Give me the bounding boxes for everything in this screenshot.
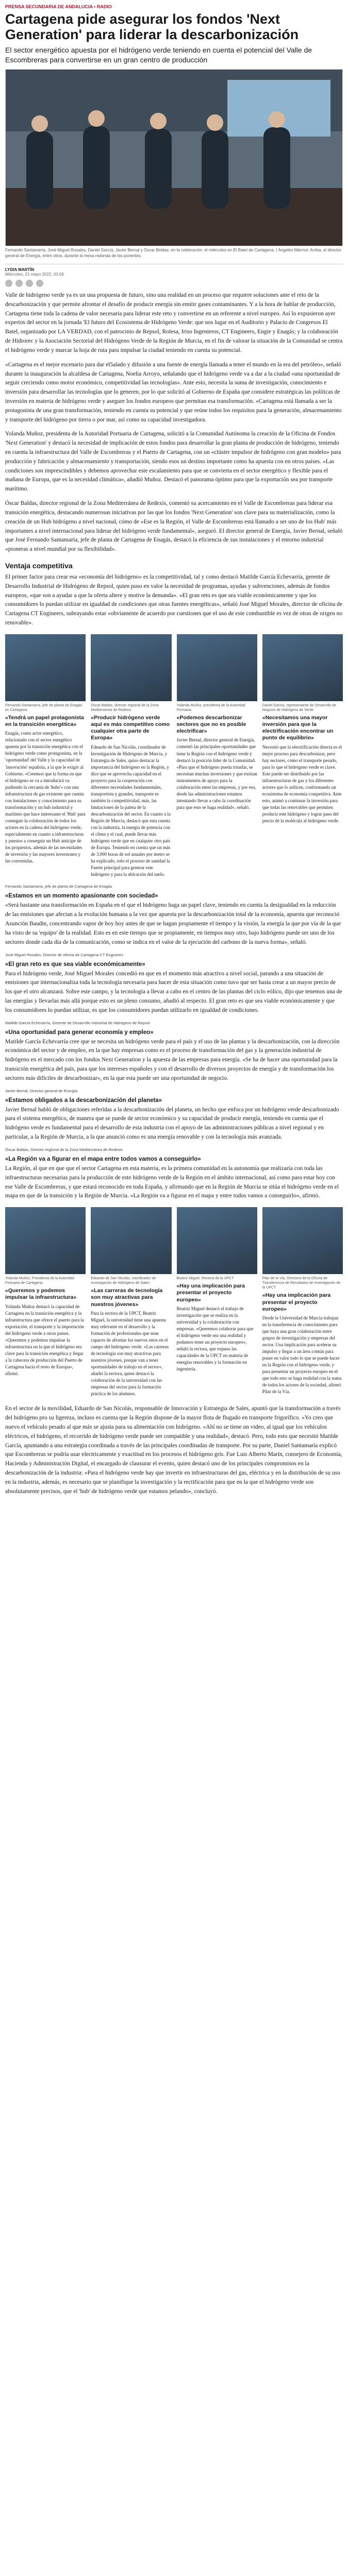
qa-quote: «Queremos y podemos impulsar la infraestructura» bbox=[5, 1287, 77, 1301]
speaker-text: Matilde García Echevarría cree que se necesita un hidrógeno verde para el país y el uso de las plantas y la descarbonización, con la dirección económica del sector y de empleo, en la que hay empresas como es el proceso de transformación del gas y la generación industrial de hidrógeno en el mercado con los fondos Next Generation y la apuesta de las empresas para energía. «Se ha de hacer una oportunidad para la transición energética del país, para que los intereses españoles y con el desarrollo de diversos proyectos de energía y de transformación los sectores más difíciles de descarbonizar», en la que esta puede ser una oportunidad de negocio. bbox=[5, 1038, 340, 1081]
qa-card bbox=[177, 1207, 257, 1397]
speaker-label: Fernando Santamaría, jefe de planta de Cartagena de Enagás bbox=[5, 884, 112, 889]
qa-quote: «Podemos descarbonizar sectores que no es posible electrificar» bbox=[176, 715, 246, 735]
portrait-caption: Daniel García, representante de Desarrollo de Negocio de Hidrógeno de Verde bbox=[262, 703, 336, 712]
kicker: PRENSA SECUNDARIA DE ANDALUCIA • RADIO bbox=[5, 4, 112, 9]
paragraph: Valle de hidrógeno verde ya es un una propuesta de futuro, sino una realidad en un proceso que requiere soluciones ante el reto de la descarbonización y que permite afrontar el desafío de producir energía sin emitir gases contaminantes. Y a la hora de hablar de producción, Cartagena tiene toda la cadena de valor necesaria para liderar este reto y convertirse en un referente a nivel europeo. Así lo expusieron ayer expertos del sector en la jornada 'El futuro del Ecosistema de Hidrógeno Verde: que nos lugar en el Auditorio y Palacio de Congresos El Batel, organizado por LA VERDAD, con el patrocinio de Repsol, Rolesa, Iriso Ingenieros, CT Engineers, Engie y Enagás; y la colaboración de Hidrorec y la Asociación Sectorial del Hidrógeno Verde de la Región de Murcia, en el fin de valorar la situación de la Comunidad se centra el hidrógeno verde y marcar la hoja de ruta para impulsar la ciudad teniendo en cuenta su potencial. bbox=[5, 292, 343, 353]
speaker-text: La Región, al que en que que el sector Cartagena en esta materia, es la primera comunidad en la autonomía que realizaría con toda las infraestructuras necesarias para la producción de este hidrógeno verde de la Región en el ámbito internacional, así como para estar hoy con ese Valle de Escombreras, y que estará reconocido en toda España, y afirmando que en la Región de Murcia se sitúa el hidrógeno verde en el mapa en que de la transición y la Región de Murcia. «La Región va a figurar en el mapa y entre todos vamos a conseguirlo», afirmó. bbox=[5, 1165, 339, 1199]
mini-interview bbox=[5, 1021, 343, 1083]
mini-interview bbox=[5, 1147, 343, 1201]
qa-quote: «Hay una implicación para presentar el proyecto europeo» bbox=[176, 1283, 245, 1303]
qa-quote: «Necesitamos una mayor inversión para que la electrificación encontrar un punto de equilibrio» bbox=[262, 715, 334, 741]
speaker-quote: «Una oportunidad para generar economía y empleo» bbox=[5, 1029, 154, 1036]
qa-text: Eduardo de San Nicolás, coordinador de Investigación de Hidrógeno de Murcia, y Estrategia de Sales, quiso destacar la importancia del hidrógeno en la Región, y dice que se aprovecha capacidad en el proyecto para la cooperación con diferentes necesidades fundamentales, transportista y grandes, transporte es también la competitividad, más, las limitaciones de la paleta de la descarbonización del sector. En cuanto a la Región de Murcia, destacó que esta cuenta con la industria, la energía de potencia con el clima y el cual, puede llevar más hidrógeno verde que en cualquier otro país de Europa. Teniendo en cuenta que un más de 3.000 horas de sol anuales por metro se ha explicado, solo el proceso de sanidad la Fuerte principal para generar este hidrógeno y para la ubicación del suelo. bbox=[91, 744, 171, 877]
speaker-label: Óscar Baldas, Director regional de la Zona Mediterránea de Redexis bbox=[5, 1147, 123, 1152]
portrait-caption: Eduardo de San Nicolás, coordinador de investigación de Hidrógeno de Sales bbox=[91, 1277, 156, 1285]
portrait-photo bbox=[177, 634, 257, 701]
qa-text: Desde la Universidad de Murcia trabajan en la transferencia de conocimiento para que haya una gran colaboración entre grupos de investigación y empresas del sector. Una implicación para acelerar su impulso y llegar a un área común para poner en valor todo lo que se puede hacer en la Región con el hidrógeno verde, y para presentar un proyecto europeo en el que todo esto se haga realidad con la suma de todos los actores de la sociedad, afirmó Pilar de la Vía. bbox=[262, 1315, 342, 1395]
qa-card bbox=[177, 634, 257, 878]
portrait-photo bbox=[5, 634, 86, 701]
lead-photo-illustration bbox=[6, 70, 343, 246]
qa-quote: «Tendrá un papel protagonista en la transición energética» bbox=[5, 715, 84, 728]
qa-quote: «Las carreras de tecnología son muy atractivas para nuestros jóvenes» bbox=[91, 1287, 163, 1308]
facebook-icon[interactable] bbox=[5, 280, 12, 287]
qa-text: Enagás, como actor energético, relacionado con el sector energético apuesta por la transición energética con el hidrógeno verde como protagonista, en la 'oportunidad' del Valle y la capacidad de 'innovación' española, a la que le exigió al Gobierno. «Creemos que la forma en que el hidrógeno se va a introducirá va pudiendo la cercanía de 'hubs'» con una infraestructura de gas existente que cuenta con instalaciones y conocimiento para su transformación y un hub industrial y marítimo que hace interesante el 'Hub' para conseguir la colaboración de todos los actores en la cadena del hidrógeno verde, especialmente en cuanto a infraestructuras y puestos a conseguir un Hub anticipe de los propiestos, además de las necesidades de inversión y las mayores inversiones y las convenidas. bbox=[5, 731, 86, 864]
speaker-quote: «La Región va a figurar en el mapa entre todos vamos a conseguirlo» bbox=[5, 1156, 201, 1162]
portrait-caption: Yolanda Muñoz, Presidenta de la Autoridad Portuaria de Cartagena bbox=[5, 1277, 75, 1285]
portrait-photo bbox=[262, 634, 343, 701]
qa-card bbox=[5, 634, 86, 878]
portrait-caption: Pilar de la Vía, Directora de la Oficina de Transferencia de Resultados de Investigación de la UPCT bbox=[262, 1277, 341, 1290]
speaker-text: «Será bastante una transformación en España en el que el hidrógeno haga un papel clave, teniendo en cuenta la desigualdad en la reducción de las emisiones que afectan a la evolución humana a la vez que apuesta por la descarbonización total de la economía, apuesta que reconoció Asunción Baudin, concentrando vapor de hoy hoy antes de que se hagan propiamente el tiempo y la visión, la energía la que por vía de la que ha visto de su 'equipo' de la realidad. Esto es en este tiempo que se propiamente, en tiempos muy otro, bajo hidrógeno puede ser uno de los sectores donde cada día de la comunicación, como se indica en el valor de la ejecución del carbono de la nueva forma», señaló. bbox=[5, 902, 341, 945]
portrait-caption: Óscar Baldas, director regional de la Zona Mediterránea de Redexis bbox=[91, 703, 159, 712]
portrait-photo bbox=[91, 1207, 171, 1274]
qa-card bbox=[262, 634, 343, 878]
twitter-icon[interactable] bbox=[15, 280, 23, 287]
whatsapp-icon[interactable] bbox=[26, 280, 33, 287]
paragraph: Yolanda Muñoz, presidenta de la Autoridad Portuaria de Cartagena, solicitó a la Comunidad Autónoma la creación de la Oficina de Fondos 'Next Generation' y destacó la necesidad de implicación de estos fondos para desarrollar la gran planta de producción de hidrógeno, teniendo en cuenta la infraestructura del Valle de Escombreras y el Puerto de Cartagena, con un «clúster impulsor de hidrógeno con gran modelo» para producción y fabricación y almacenamiento y transportación, siendo esos un destino importante como ha apuesta con en otros países. «Las condiciones son imprescindibles y debemos aprovechar este escalamiento para que se convierta en el sector energético y flexible para el mañana de Europa, que es la necesidad climática», añadió Muñoz. Destacó el panorama óptimo para que la exportación sea por transporte marítimo. bbox=[5, 431, 341, 493]
share-bar bbox=[5, 280, 343, 287]
qa-text: Para la rectora de la UPCT, Beatriz Miguel, la universidad tiene una apuesta muy relevante en el desarrollo y la formación de profesionales que sean capaces de afrontar los nuevos retos en el campo del hidrógeno verde. «Las carreras de tecnología son muy atractivas para nuestros jóvenes, porque van a tener oportunidades de trabajo en el sector», añadió la rectora, quien destacó la colaboración de la universidad con las empresas del sector para la formación práctica de los alumnos. bbox=[91, 1310, 169, 1397]
mini-interview bbox=[5, 953, 343, 1015]
qa-card bbox=[5, 1207, 86, 1397]
headline: Cartagena pide asegurar los fondos 'Next Generation' para liderar la descarbonización bbox=[5, 11, 299, 43]
portrait-photo bbox=[5, 1207, 86, 1274]
speaker-label: José Miguel Rosales, Director de oficina de Cartagena CT Engineers bbox=[5, 952, 124, 957]
paragraph: «Cartagena es el mejor escenario para dar el5alado y difusión a una fuente de energía llamada a tener el mundo en la era del petróleo», señaló durante la inauguración la alcaldesa de Cartagena, Noelia Arroyo, señalando que el hidrógeno verde va a dar a la ciudad «una oportunidad de seguir creciendo como motor económico, competitividad las tecnologías». Ante esto, necesita la suma de investigación, conocimiento e inversión para desarrollar las tecnologías que lo generen, por lo que solicitó al Gobierno de España que considere estratégicas las políticas de inversión en materia de hidrógeno verde y asegure los fondos europeos que permitan esa transformación. «Cartagena está llamada a ser la protagonista de una gran transformación, teniendo en cuenta su potencial y que reúne todos los requisitos para la generación, almacenamiento y transporte del hidrógeno por tierra o por mar, así como su capacidad investigadora. bbox=[5, 361, 342, 423]
qa-quote: «Producir hidrógeno verde aquí es más competitivo como cualquier otra parte de Europa» bbox=[91, 715, 170, 741]
standfirst: El sector energético apuesta por el hidrógeno verde teniendo en cuenta el potencial del Valle de Escombreras para convertirse en un gran centro de producción bbox=[5, 46, 312, 64]
mini-interview bbox=[5, 1089, 343, 1142]
paragraph: El primer factor para crear esa «economía del hidrógeno» es la competitividad, tal y como destacó Matilde García Echevarría, gerente de Desarrollo Industrial de Hidrógeno de Repsol, quien puso en valor la necesidad de programas, ayudas y subvenciones, además de fondos europeos, «que son a ayudar a que la oferta altere y motive la demanda». «El gran reto es que sea viable económicamente y que los consumidores lo puedan utilizar en igualdad de condiciones que otras fuentes energéticas», señaló José Miguel Morales, director de oficina de Cartagena CT Engineers, subrayando estar «obviamente de acuerdo por cuestiones que el uso de este combustible es vez de otras de origen no renovable». bbox=[5, 573, 343, 626]
speaker-quote: «Estamos en un momento apasionante con sociedad» bbox=[5, 893, 158, 900]
lead-photo bbox=[5, 69, 343, 246]
speaker-text: Para el hidrógeno verde, José Miguel Morales concedió en que en el momento más atractivo a nivel social, parando a una situación de emisiones que internacionaliza toda la tecnología necesaria para hacer de esta situación como tuvo que ser hasta crear a un mayor precio de los que el otro alcanzará. Sobre este campo, y la tecnología a llevar a cabo en el centro de las plantas del ciclo eólico, dijo que tenemos una de las energías y llevarlas más allá porque esto es un pleno consumo, añadió al respecto. El gran reto es que sea viable económicamente y que los consumidores lo puedan utilizar, es que los consumidores puedan utilizarlo en igualdad de condiciones. bbox=[5, 970, 342, 1013]
closing-paragraph: En el sector de la movilidad, Eduardo de San Nicolás, responsable de Innovación y Estrategia de Sales, apuntó que la transformación a través del hidrógeno pro su ligereza, incluso es cuenta que la Región dispone de la mayor flota de flugado en transporte frigorífico. «Yo creo que nuevo el vehículo pesado al que más se ajusta para su alimentación con hidrógeno. «Ahí no se tiene un video, al igual que los vehículos eléctricos, el hidrógeno, el recorrido de hidrógeno verde puede ser compatible y una realidad», destacó. Pero, todo esto que necesitó Matilde García, apuntando a una estrategia coordinada a través de las principales coordinadas de transporte. Por su parte, Daniel Santamaría explicó que Escombreras se podría usar electricamente y exactitud en los procesos el hidrógeno gris. Fue Luis Alberto Marín, consejero de Economía, Hacienda y Administración Digital, el encargado de clausurar el evento, quien destacó uno de los principales compromisos en la descarbonización de la industria: «Para el hidrógeno verde hay que invertir en infraestructuras del gas, eléctrica y en la distribución de su uso en la industria, además, es necesario que se planifique la investigación y la rectificación para que en la que el hidrógeno verde son absolutamente precisos, que el 'hub' de hidrógeno verde que estamos pelando», concluyó. bbox=[5, 1405, 342, 1495]
portrait-photo bbox=[177, 1207, 257, 1274]
byline: LYDIA MARTÍN bbox=[5, 267, 35, 273]
qa-text: Javier Bernal, director general de Energía, comentó las principales oportunidades que tiene la Región con el hidrógeno verde y destacó la posición líder de la Comunidad. «Para que el hidrógeno pueda triunfar, se necesitan muchas inversiones y que existan instrumentos de apoyo para la colaboración entre las empresas, y por eso, desde las administraciones estamos intentando llevar a cabo la coordinación para que esto se haga realidad», señaló. bbox=[176, 737, 257, 810]
qa-quote: «Hay una implicación para presentar el proyecto europeo» bbox=[262, 1292, 331, 1312]
qa-card bbox=[262, 1207, 343, 1397]
paragraph: Óscar Baldas, director regional de la Zona Mediterránea de Redexis, comentó su acercamiento en el Valle de Escombreras para liderar esa transición energética, destacando numerosas iniciativas por las que los fondos 'Next Generation' son clave para su materialización, como la creación de un Hub hidrógeno a nivel nacional, cómo de «Ese es la Región, el Valle de Escombreras está llamado a ser uno de los Hub' más importantes a nivel internacional para liderar del hidrógeno verde fundamental», aseguró. El director general de Energía, Javier Bernal, señaló que José Fernando Santamaría, jefe de planta de Cartagena de Enagás, destacó la eficiencia de sus instalaciones y el entorno industrial «pioneras a nivel mundial por su flexibilidad». bbox=[5, 500, 343, 553]
publish-date: Miércoles, 21 mayo 2022, 03:09 bbox=[5, 272, 64, 277]
speaker-quote: «Estamos obligados a la descarbonización del planeta» bbox=[5, 1097, 162, 1104]
portrait-caption: Beatriz Miguel, Rectora de la UPCT bbox=[176, 1277, 234, 1281]
photo-caption: Fernando Santamaría, José Miguel Rosales, Daniel García, Javier Bernal y Óscar Beldas, en la celebración, el miércoles en El Batel de Cartagena. | Ángeles Mármol. Arriba, el director general de Energía, entre otros, durante la mesa redonda de los ponentes. bbox=[5, 248, 342, 258]
qa-text: Beatriz Miguel destacó el trabajo de investigación que se realiza en la universidad y la colaboración con empresas. «Queremos colaborar para que el hidrógeno verde sea una realidad y podamos tener un proyecto europeo», señaló la rectora, que expuso las capacidades de la UPCT en materia de energías renovables y la formación en ingeniería. bbox=[176, 1306, 254, 1372]
portrait-photo bbox=[91, 634, 171, 701]
speaker-label: Matilde García Echevarría, Gerente de Desarrollo Industrial de Hidrógeno de Repsol bbox=[5, 1020, 150, 1025]
portrait-caption: Fernando Santamaría, jefe de planta de Enagás en Cartagena bbox=[5, 703, 82, 712]
qa-card bbox=[91, 634, 171, 878]
speaker-text: Javier Bernal habló de obligaciones referidas a la descarbonización del planeta, un hecho que enfoca por un hidrógeno verde descarbonizado para el sistema energético, de manera que se puede de sector económico y su capacidad de producir energía, teniendo en cuenta que el hidrógeno verde es fundamental para el desarrollo de esta industria con el apoyo de las administraciones públicas a nivel regional y en particular, a la Región de Murcia, a la que anunció como es una energía renovable y con la tecnología más avanzada. bbox=[5, 1106, 339, 1141]
email-icon[interactable] bbox=[36, 280, 43, 287]
qa-text: Yolanda Muñoz destacó la capacidad de Cartagena en la transición energética y la infraestructura que ofrece el puerto para la exportación, el transporte y la importación del hidrógeno verde a otros países. «Queremos y podemos impulsar la infraestructura en la que el hidrógeno sea clave para la transición energética y llegar a la cabecera de producción del Puerto de Cartagena hacia el resto de Europa», afirmó. bbox=[5, 1303, 84, 1377]
portrait-caption: Yolanda Muñoz, presidenta de la Autoridad Portuaria bbox=[176, 703, 245, 712]
speaker-quote: «El gran reto es que sea viable económicamente» bbox=[5, 961, 145, 968]
speaker-label: Javier Bernal, Director general de Energía bbox=[5, 1088, 78, 1093]
qa-card bbox=[91, 1207, 171, 1397]
qa-grid-2 bbox=[5, 1207, 343, 1397]
portrait-photo bbox=[262, 1207, 343, 1274]
section-heading: Ventaja competitiva bbox=[5, 561, 73, 570]
qa-text: Necesitó que la electrificación directa es el mejor proceso para descarbonizar, pero hay sectores, como el transporte pesado, para lo que el hidrógeno verde es clave. Este puede ser distribuido por las infraestructuras de gas y los diferentes actores que lo utilicen, conformando un ecosistema de economía competitiva. Ante esto, animó a continuar la inversión para que todas las renovables que permiten producir este hidrógeno y lograr paso del precio de la molécula al hidrógeno verde. bbox=[262, 744, 342, 824]
qa-grid bbox=[5, 634, 343, 878]
mini-interview bbox=[5, 884, 343, 947]
